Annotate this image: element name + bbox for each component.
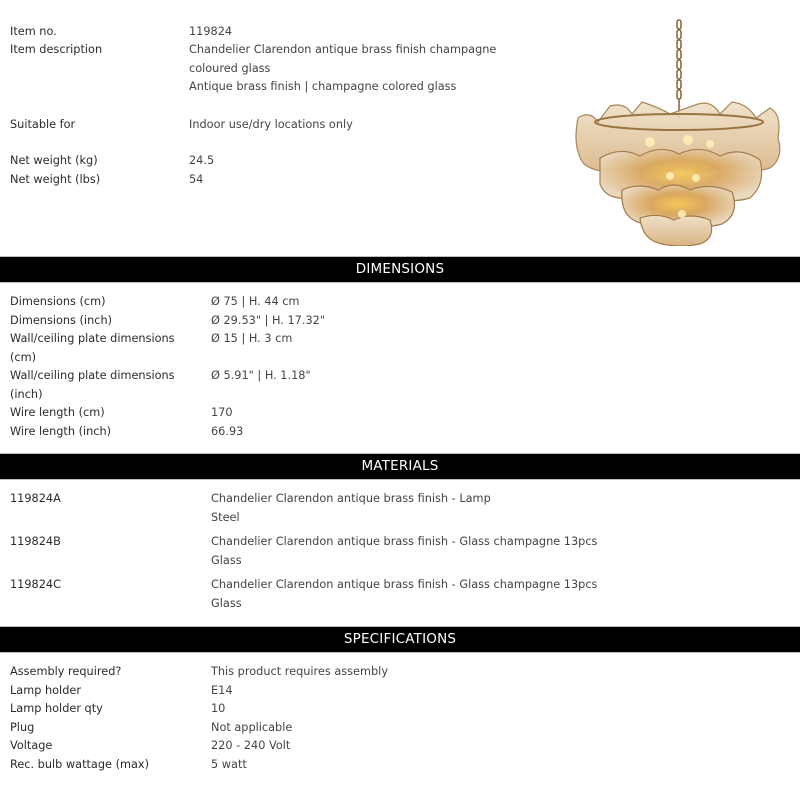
plate-dimensions-cm-value: Ø 15 | H. 3 cm (211, 332, 293, 345)
material-code: 119824C (10, 578, 62, 591)
material-type: Glass (211, 597, 242, 610)
suitable-for-label: Suitable for (10, 118, 76, 131)
lamp-holder-qty-value: 10 (211, 702, 226, 715)
item-no-label: Item no. (10, 25, 57, 38)
plate-dimensions-inch-label: Wall/ceiling plate dimensions (10, 369, 175, 382)
assembly-required-label: Assembly required? (10, 665, 122, 678)
material-type: Steel (211, 511, 240, 524)
material-description: Chandelier Clarendon antique brass finish - Glass champagne 13pcs (211, 535, 598, 548)
material-code: 119824B (10, 535, 61, 548)
item-no-value: 119824 (189, 25, 233, 38)
net-weight-lbs-value: 54 (189, 173, 204, 186)
dimensions-cm-label: Dimensions (cm) (10, 295, 106, 308)
section-header-materials: MATERIALS (0, 453, 800, 480)
bulb-wattage-value: 5 watt (211, 758, 247, 771)
plate-dimensions-cm-label-line2: (cm) (10, 351, 37, 364)
assembly-required-value: This product requires assembly (211, 665, 388, 678)
dimensions-inch-value: Ø 29.53" | H. 17.32" (211, 314, 326, 327)
item-description-value-line3: Antique brass finish | champagne colored glass (189, 80, 457, 93)
net-weight-kg-value: 24.5 (189, 154, 215, 167)
wire-length-cm-value: 170 (211, 406, 233, 419)
bulb-wattage-label: Rec. bulb wattage (max) (10, 758, 149, 771)
chandelier-image (570, 18, 790, 246)
material-description: Chandelier Clarendon antique brass finish - Lamp (211, 492, 491, 505)
item-description-label: Item description (10, 43, 103, 56)
voltage-value: 220 - 240 Volt (211, 739, 291, 752)
section-header-dimensions: DIMENSIONS (0, 256, 800, 283)
plate-dimensions-inch-label-line2: (inch) (10, 388, 43, 401)
net-weight-lbs-label: Net weight (lbs) (10, 173, 101, 186)
product-image (570, 18, 790, 246)
wire-length-cm-label: Wire length (cm) (10, 406, 105, 419)
dimensions-inch-label: Dimensions (inch) (10, 314, 113, 327)
item-description-value-line2: coloured glass (189, 62, 271, 75)
wire-length-inch-label: Wire length (inch) (10, 425, 112, 438)
plate-dimensions-cm-label: Wall/ceiling plate dimensions (10, 332, 175, 345)
dimensions-cm-value: Ø 75 | H. 44 cm (211, 295, 300, 308)
lamp-holder-label: Lamp holder (10, 684, 81, 697)
material-description: Chandelier Clarendon antique brass finish - Glass champagne 13pcs (211, 578, 598, 591)
item-description-value: Chandelier Clarendon antique brass finish champagne (189, 43, 497, 56)
section-header-specifications: SPECIFICATIONS (0, 626, 800, 653)
voltage-label: Voltage (10, 739, 53, 752)
material-type: Glass (211, 554, 242, 567)
material-code: 119824A (10, 492, 61, 505)
plate-dimensions-inch-value: Ø 5.91" | H. 1.18" (211, 369, 311, 382)
wire-length-inch-value: 66.93 (211, 425, 244, 438)
plug-label: Plug (10, 721, 35, 734)
net-weight-kg-label: Net weight (kg) (10, 154, 98, 167)
lamp-holder-value: E14 (211, 684, 233, 697)
plug-value: Not applicable (211, 721, 293, 734)
lamp-holder-qty-label: Lamp holder qty (10, 702, 103, 715)
suitable-for-value: Indoor use/dry locations only (189, 118, 353, 131)
